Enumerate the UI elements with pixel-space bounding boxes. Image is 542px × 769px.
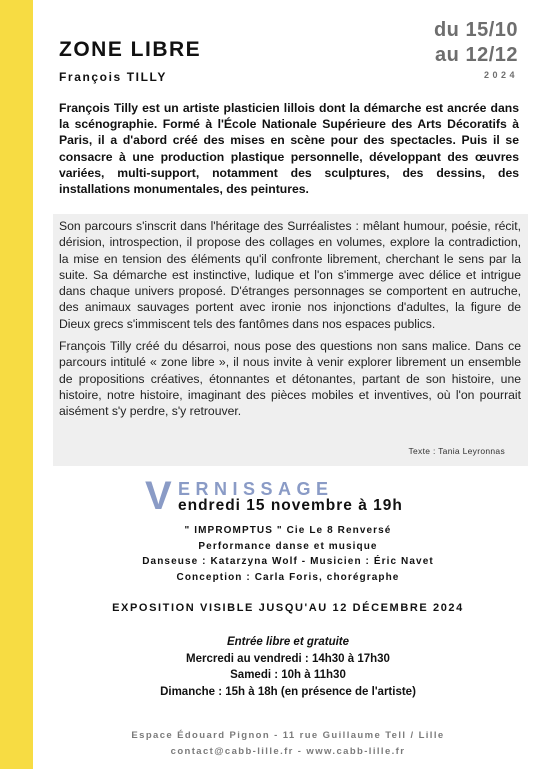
performance-artists: Danseuse : Katarzyna Wolf - Musicien : Éric Navet bbox=[142, 556, 434, 567]
hours-sunday: Dimanche : 15h à 18h (en présence de l'artiste) bbox=[160, 685, 416, 698]
performance-conception: Conception : Carla Foris, chorégraphe bbox=[176, 571, 400, 583]
yellow-side-bar bbox=[0, 0, 33, 769]
performance-info bbox=[53, 523, 523, 585]
flyer-page bbox=[33, 0, 542, 769]
text-credit: Texte : Tania Leyronnas bbox=[408, 446, 505, 456]
date-year: 2024 bbox=[483, 70, 518, 80]
body-paragraph-1: Son parcours s'inscrit dans l'héritage des Surréalistes : mêlant humour, poésie, récit, dérision, introspection, il propose des collages en volumes, explore la contradiction, la mise en tension des éléments qu'il confronte librement, cherchant le sens par la suite. Sa démarche est instinctive, ludique et l'on s'immerge avec délice et intrigue dans chaque univers proposé. D'étranges personnages se comportent en autruche, des animaux sauvages portent avec ironie nos injonctions d'adultes, la figure de Dieux grecs s'immiscent tels des fantômes dans nos espaces publics. bbox=[59, 219, 521, 331]
exhibition-title: ZONE LIBRE bbox=[59, 38, 202, 61]
opening-hours bbox=[53, 634, 523, 700]
intro-paragraph: François Tilly est un artiste plasticien lillois dont la démarche est ancrée dans la scénographie. Formé à l'École Nationale Supérieure des Arts Décoratifs à Paris, il a d'abord créé des mises en scène pour des spectacles. Puis il se consacre à une production plastique personnelle, développant des œuvres variées, multi-support, notamment des sculptures, des dessins, des installations monumentales, des peintures. bbox=[59, 101, 519, 197]
date-start: du 15/10 bbox=[433, 19, 518, 41]
artist-name: François TILLY bbox=[59, 70, 167, 84]
hours-weekdays: Mercredi au vendredi : 14h30 à 17h30 bbox=[186, 652, 390, 665]
vernissage-date: endredi 15 novembre à 19h bbox=[178, 497, 403, 514]
exhibition-dates bbox=[434, 18, 518, 80]
free-entry: Entrée libre et gratuite bbox=[226, 636, 350, 648]
vernissage-heading: ERNISSAGE bbox=[178, 479, 334, 499]
performance-type: Performance danse et musique bbox=[198, 540, 378, 552]
venue-address: Espace Édouard Pignon - 11 rue Guillaume Tell / Lille bbox=[131, 730, 445, 741]
vernissage-initial: V bbox=[145, 474, 172, 518]
venue-contact: contact@cabb-lille.fr - www.cabb-lille.fr bbox=[170, 745, 406, 757]
body-paragraph-2: François Tilly créé du désarroi, nous pose des questions non sans malice. Dans ce parcours intitulé « zone libre », il nous invite à venir explorer librement un ensemble de propositions créatives, étonnantes et détonantes, partant de son histoire, une histoire, notre histoire, imaginant des pièces mobiles et inventives, où l'on pourrait aisément s'y perdre, s'y retrouver. bbox=[59, 339, 521, 419]
body-text bbox=[59, 218, 521, 426]
hours-saturday: Samedi : 10h à 11h30 bbox=[230, 669, 346, 681]
date-end: au 12/12 bbox=[435, 44, 518, 66]
exhibition-visible-until: EXPOSITION VISIBLE JUSQU'AU 12 DÉCEMBRE 2024 bbox=[112, 602, 464, 614]
performance-title: " IMPROMPTUS " Cie Le 8 Renversé bbox=[184, 525, 392, 536]
footer bbox=[53, 728, 523, 759]
